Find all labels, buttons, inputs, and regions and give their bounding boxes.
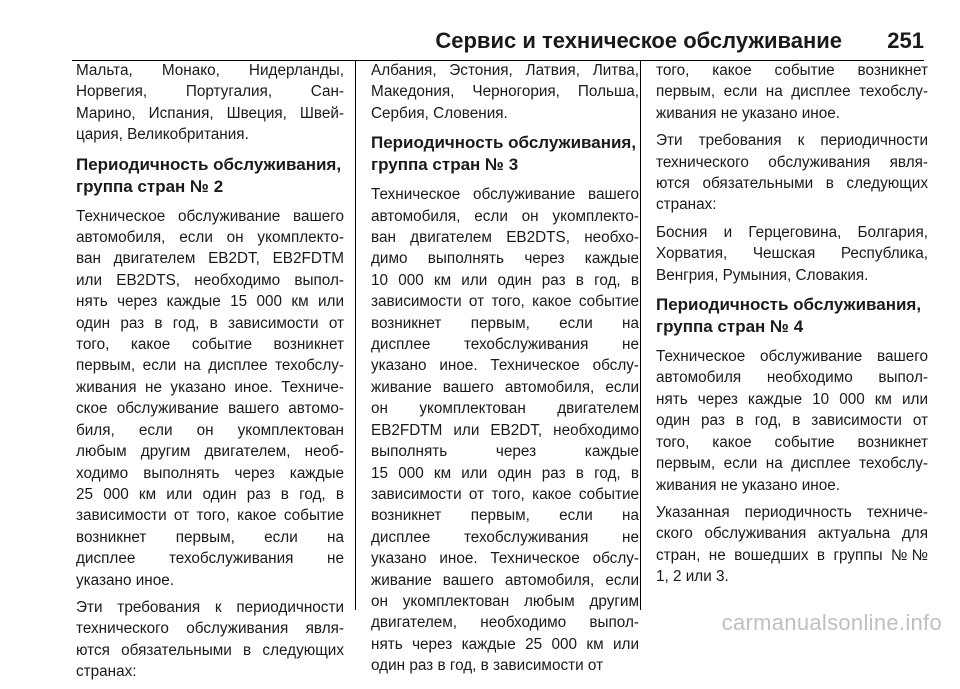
text-line: первым, если на дисплее техобслу- (656, 83, 928, 101)
paragraph (656, 502, 928, 588)
text-line: EB2FDTM или EB2DT, необходимо (371, 421, 639, 439)
column-2 (371, 60, 639, 683)
text-line: автомобиля, если он укомплекто- (76, 229, 344, 247)
text-line: нять через каждые 10 000 км или (656, 390, 928, 408)
text-line: Босния и Герцеговина, Болгария, (656, 223, 928, 241)
text-line: того, какое событие возникнет (656, 62, 928, 79)
text-line: Мальта, Монако, Нидерланды, (76, 62, 344, 79)
text-line: один раз в год, в зависимости от (371, 657, 604, 675)
paragraph (76, 597, 344, 683)
text-line: живания не указано иное. (656, 476, 840, 494)
heading-line: Периодичность обслуживания, (371, 133, 637, 153)
text-line: дисплее техобслуживания не (76, 550, 344, 568)
text-line: странах: (656, 196, 717, 214)
text-line: Техническое обслуживание вашего (76, 207, 344, 225)
text-line: ются обязательными в следующих (656, 175, 928, 193)
text-line: Македония, Черногория, Польша, (371, 83, 639, 101)
column-3 (656, 60, 928, 594)
text-line: Эти требования к периодичности (76, 598, 344, 616)
text-line: 1, 2 или 3. (656, 568, 729, 586)
text-line: того, какое событие возникнет (76, 336, 344, 354)
text-line: Эти требования к периодичности (656, 132, 928, 150)
paragraph (656, 60, 928, 124)
text-line: первым, если на дисплее техобслу- (656, 455, 928, 473)
text-line: димо выполнять через каждые (371, 250, 639, 268)
text-line: двигателем, необходимо выпол- (371, 614, 639, 632)
text-line: Албания, Эстония, Латвия, Литва, (371, 62, 639, 79)
text-line: первым, если на дисплее техобслу- (76, 357, 344, 375)
paragraph (656, 346, 928, 496)
text-line: 10 000 км или один раз в год, в (371, 271, 639, 289)
page-header (72, 22, 924, 61)
text-line: возникнет первым, если на (371, 507, 639, 525)
text-line: автомобиля необходимо выпол- (656, 369, 928, 387)
section-title: Сервис и техническое обслуживание (435, 28, 842, 53)
text-line: один раз в год, в зависимости от (656, 412, 928, 430)
section-heading (656, 294, 928, 338)
text-line: Техническое обслуживание вашего (371, 186, 639, 204)
text-line: технического обслуживания явля- (76, 620, 344, 638)
text-line: ского обслуживания актуальна для (656, 525, 928, 543)
text-line: живания не указано иное. Техниче- (76, 378, 344, 396)
heading-line: группа стран № 3 (371, 155, 519, 175)
text-line: нять через каждые 25 000 км или (371, 635, 639, 653)
text-line: ходимо выполнять через каждые (76, 464, 344, 482)
text-line: Хорватия, Чешская Республика, (656, 245, 928, 263)
text-line: странах: (76, 663, 137, 681)
text-line: ются обязательными в следующих (76, 641, 344, 659)
text-line: любым другим двигателем, необ- (76, 443, 344, 461)
paragraph (371, 60, 639, 124)
text-line: возникнет первым, если на (76, 528, 344, 546)
text-line: дисплее техобслуживания не (371, 336, 639, 354)
column-1 (76, 60, 344, 689)
paragraph (656, 222, 928, 286)
text-line: он укомплектован двигателем (371, 400, 639, 418)
text-line: зависимости от того, какое событие (76, 507, 344, 525)
text-line: биля, если он укомплектован (76, 421, 344, 439)
text-line: Техническое обслуживание вашего (656, 348, 928, 366)
text-line: Сербия, Словения. (371, 104, 508, 122)
text-line: Указанная периодичность техниче- (656, 503, 928, 521)
watermark: carmanualsonline.info (721, 610, 942, 635)
text-line: ван двигателем EB2DT, EB2FDTM (76, 250, 344, 268)
text-line: указано иное. (76, 571, 174, 589)
text-line: цария, Великобритания. (76, 126, 249, 144)
section-heading (371, 132, 639, 176)
text-line: автомобиля, если он укомплекто- (371, 207, 639, 225)
paragraph (371, 184, 639, 676)
heading-line: Периодичность обслуживания, (76, 154, 342, 174)
text-line: зависимости от того, какое событие (371, 293, 639, 311)
text-line: дисплее техобслуживания не (371, 528, 639, 546)
text-line: он укомплектован любым другим (371, 592, 639, 610)
text-line: ское обслуживание вашего автомо- (76, 400, 344, 418)
text-line: зависимости от того, какое событие (371, 485, 639, 503)
heading-line: Периодичность обслуживания, (656, 295, 922, 315)
text-line: выполнять через каждые (371, 443, 639, 461)
heading-line: группа стран № 2 (76, 176, 224, 196)
text-line: 25 000 км или один раз в год, в (76, 485, 344, 503)
text-line: 15 000 км или один раз в год, в (371, 464, 639, 482)
text-line: живание вашего автомобиля, если (371, 571, 639, 589)
paragraph (76, 60, 344, 146)
text-line: один раз в год, в зависимости от (76, 314, 344, 332)
text-line: Норвегия, Португалия, Сан- (76, 83, 344, 101)
text-line: нять через каждые 15 000 км или (76, 293, 344, 311)
column-divider (640, 60, 641, 610)
text-line: технического обслуживания явля- (656, 153, 928, 171)
text-line: Венгрия, Румыния, Словакия. (656, 266, 869, 284)
text-line: стран, не вошедших в группы №№ (656, 546, 928, 564)
text-line: или EB2DTS, необходимо выпол- (76, 271, 344, 289)
text-line: Марино, Испания, Швеция, Швей- (76, 104, 344, 122)
text-line: живание вашего автомобиля, если (371, 378, 639, 396)
text-line: указано иное. Техническое обслу- (371, 550, 639, 568)
text-line: ван двигателем EB2DTS, необхо- (371, 229, 639, 247)
text-line: возникнет первым, если на (371, 314, 639, 332)
text-line: указано иное. Техническое обслу- (371, 357, 639, 375)
heading-line: группа стран № 4 (656, 317, 804, 337)
column-divider (355, 60, 356, 610)
paragraph (76, 206, 344, 591)
page-number: 251 (887, 28, 924, 53)
section-heading (76, 154, 344, 198)
paragraph (656, 130, 928, 216)
text-line: того, какое событие возникнет (656, 433, 928, 451)
text-line: живания не указано иное. (656, 104, 840, 122)
